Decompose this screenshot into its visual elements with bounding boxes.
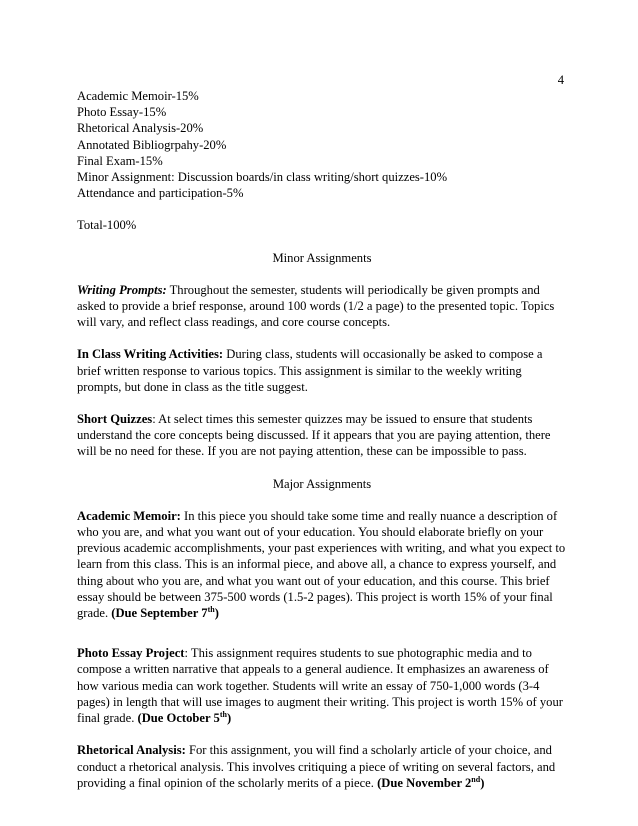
paragraph-line: : This assignment requires students to sue photographic media and to	[184, 646, 532, 661]
in-class-writing-title: In Class Writing Activities:	[77, 347, 224, 362]
grading-item: Annotated Bibliogrpahy-20%	[77, 137, 227, 152]
grading-item: Final Exam-15%	[77, 153, 163, 168]
due-date: (Due September 7th)	[111, 604, 219, 621]
writing-prompts-title: Writing Prompts:	[77, 282, 167, 297]
paragraph-line: grade.	[77, 606, 112, 621]
paragraph-line: : At select times this semester quizzes may be issued to ensure that students	[152, 412, 533, 427]
paragraph-line: For this assignment, you will find a scholarly article of your choice, and	[185, 743, 552, 758]
paragraph-line: conduct a rhetorical analysis. This involves critiquing a piece of writing on several factors, and	[77, 759, 556, 774]
short-quizzes-title: Short Quizzes	[77, 412, 153, 427]
paragraph-line: compose a written narrative that appeals to a general audience. It emphasizes an awareness of	[77, 662, 549, 677]
photo-essay-title: Photo Essay Project	[77, 646, 185, 661]
paragraph-line: understand the core concepts being discussed. If it appears that you are paying attention, there	[77, 428, 551, 443]
paragraph-line: learn from this class. This is an informal piece, and above all, a chance to express yourself, and	[77, 557, 557, 572]
page-number: 4	[557, 73, 564, 87]
paragraph-line: essay should be between 375-500 words (1.5-2 pages). This project is worth 15% of your final	[77, 589, 553, 604]
paragraph-line: In this piece you should take some time and really nuance a description of	[180, 508, 558, 523]
paragraph-line: thing about who you are, and what you want out of your education, and this course. This brief	[77, 573, 550, 588]
major-assignments-heading: Major Assignments	[272, 476, 372, 491]
in-class-writing-paragraph	[77, 346, 567, 395]
minor-assignments-heading: Minor Assignments	[272, 250, 372, 265]
academic-memoir-paragraph	[77, 508, 567, 621]
grading-item: Academic Memoir-15%	[77, 89, 199, 103]
writing-prompts-paragraph	[77, 282, 567, 331]
paragraph-line: who you are, and what you want out of your education. You should elaborate briefly on your	[77, 525, 544, 540]
due-date: (Due October 5th)	[137, 709, 232, 726]
grading-list	[77, 88, 567, 201]
grading-item: Rhetorical Analysis-20%	[77, 121, 204, 136]
rhetorical-analysis-title: Rhetorical Analysis:	[77, 743, 186, 758]
paragraph-line: will be no need for these. If you are not paying attention, these can be impossible to pass.	[77, 444, 527, 459]
rhetorical-analysis-paragraph	[77, 742, 567, 791]
paragraph-line: providing a final opinion of the scholarly merits of a piece.	[77, 775, 378, 790]
due-date: (Due November 2nd)	[377, 774, 485, 790]
grading-item: Photo Essay-15%	[77, 105, 167, 120]
paragraph-line: asked to provide a brief response, around 100 words (1/2 a page) to the presented topic. Topics	[77, 299, 555, 314]
grading-item: Attendance and participation-5%	[77, 186, 244, 201]
paragraph-line: pages) in length that will use images to augment their writing. This project is worth 15% of your	[77, 694, 563, 709]
paragraph-line: final grade.	[77, 711, 138, 726]
paragraph-line: will vary, and reflect class readings, and core course concepts.	[77, 315, 391, 330]
short-quizzes-paragraph	[77, 411, 567, 460]
academic-memoir-title: Academic Memoir:	[77, 508, 181, 523]
paragraph-line: During class, students will occasionally be asked to compose a	[223, 347, 543, 362]
photo-essay-paragraph	[77, 645, 567, 726]
grading-total: Total-100%	[77, 218, 137, 233]
paragraph-line: how various media can work together. Students will write an essay of 750-1,000 words (3-4	[77, 678, 540, 693]
grading-item: Minor Assignment: Discussion boards/in class writing/short quizzes-10%	[77, 170, 448, 185]
paragraph-line: prompts, but done in class as the title suggest.	[77, 379, 308, 394]
paragraph-line: Throughout the semester, students will periodically be given prompts and	[166, 282, 540, 297]
paragraph-line: previous academic accomplishments, your past experiences with writing, and what you expect to	[77, 541, 566, 556]
paragraph-line: brief written response to various topics. This assignment is similar to the weekly writing	[77, 363, 522, 378]
page-content	[77, 88, 567, 791]
